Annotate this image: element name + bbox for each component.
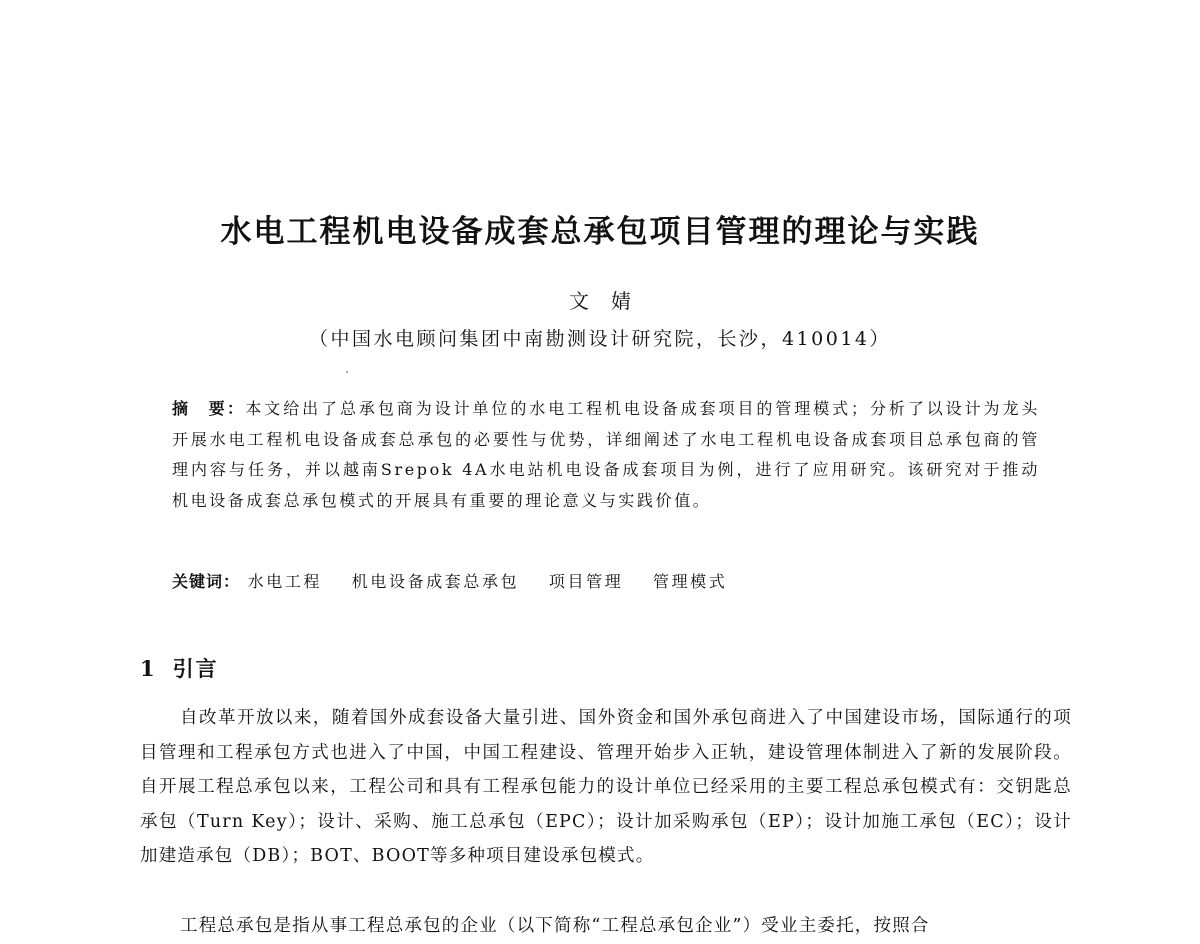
keyword-item: 管理模式 — [652, 572, 728, 591]
keywords — [172, 567, 1040, 597]
author-name: 文婧 — [569, 289, 653, 313]
abstract-label — [172, 399, 245, 418]
abstract — [172, 394, 1040, 516]
keyword-item: 水电工程 — [247, 572, 323, 591]
body-paragraph: 自改革开放以来，随着国外成套设备大量引进、国外资金和国外承包商进入了中国建设市场，国际通行的项目管理和工程承包方式也进入了中国，中国工程建设、管理开始步入正轨，建设管理体制进入了新的发展阶段。自开展工程总承包以来，工程公司和具有工程承包能力的设计单位已经采用的主要工程总承包模式有：交钥匙总承包（Turn Key）；设计、采购、施工总承包（EPC）；设计加采购承包（EP）；设计加施工承包（EC）；设计加建造承包（DB）；BOT、BOOT等多种项目建设承包模式。 — [140, 708, 1072, 867]
section-title: 引言 — [172, 657, 219, 681]
paper-title: 水电工程机电设备成套总承包项目管理的理论与实践 — [220, 214, 980, 250]
abstract-text: 本文给出了总承包商为设计单位的水电工程机电设备成套项目的管理模式；分析了以设计为龙头开展水电工程机电设备成套总承包的必要性与优势，详细阐述了水电工程机电设备成套项目总承包商的管理内容与任务，并以越南Srepok 4A水电站机电设备成套项目为例，进行了应用研究。该研究对于推动机电设备成套总承包模式的开展具有重要的理论意义与实践价值。 — [172, 399, 1040, 510]
section-number: 1 — [140, 656, 155, 681]
author-affiliation: （中国水电顾问集团中南勘测设计研究院，长沙，410014） — [308, 328, 892, 350]
body-paragraph-next: 工程总承包是指从事工程总承包的企业（以下简称“工程总承包企业”）受业主委托，按照合 — [180, 916, 930, 936]
keyword-item: 项目管理 — [548, 572, 624, 591]
scan-speck — [346, 371, 348, 373]
abstract-label-second: 要： — [208, 399, 246, 418]
section-heading — [140, 652, 219, 686]
keyword-item: 机电设备成套总承包 — [351, 572, 520, 591]
keywords-label: 关键词： — [172, 572, 241, 591]
abstract-label-first: 摘 — [172, 399, 191, 418]
